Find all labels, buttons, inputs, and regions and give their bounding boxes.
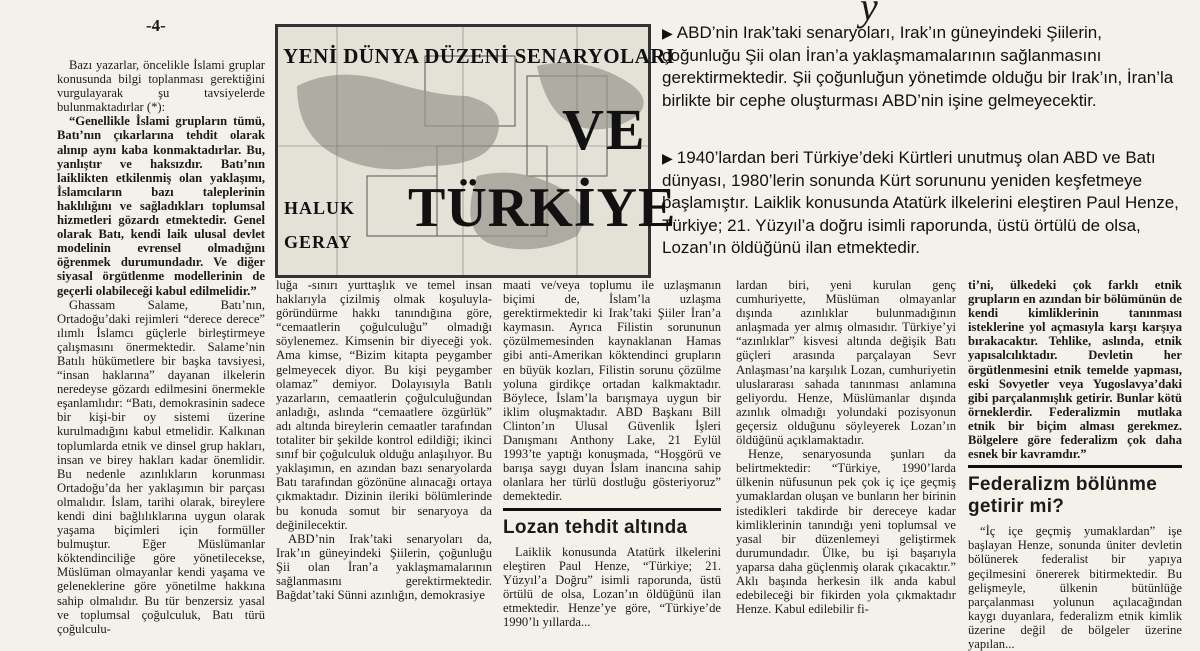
quote-paragraph: “Genellikle İslami grupların tümü, Batı’nın çıkarlarına tehdit olarak alınıp aynı kaba konmaktadırlar. Bu, yanlıştır ve haksızdır. Batı’nın laiklikten etkilenmiş olan yaklaşımı, İslamcıların bazı taleplerinin haklılığını ve sağladıkları toplumsal hizmetleri gözardı etmektedir. Genel olarak Batı, kendi laik ulusal devlet modelinin evrensel olmadığını öğrenmek durumundadır. Ve diğer siyasal örgütlenme modellerinin de geçerli olabileceği kabul edilmelidir.”	[57, 114, 265, 298]
section-heading-federalizm: Federalizm bölünme getirir mi?	[968, 465, 1182, 518]
headline-turkiye: TÜRKİYE	[408, 177, 677, 239]
paragraph: maati ve/veya toplumu ile uzlaşmanın biçimi de, İslam’la uzlaşma gerektirmektedir ki Irak’taki Şiiler İran’a kaymasın. Ayrıca Filistin sorununun çözülmemesinden kaynaklanan Hamas gibi anti-Amerikan köktendinci grupların en büyük kozları, Filistin sorunu çözülme yoluna girdikçe ortadan kalkmaktadır. Böylece, İslam’la barışmaya uygun bir iklim oluşmaktadır. ABD Başkanı Bill Clinton’ın Ulusal Güvenlik İşleri Danışmanı Anthony Lake, 21 Eylül 1993’te yaptığı konuşmada, “Hoşgörü ve barışa saygı duyan İslam inancına sahip olanlara her türlü dostluğu gösteriyoruz” demektedir.	[503, 278, 721, 504]
headline-ve: VE	[562, 97, 647, 162]
paragraph: Laiklik konusunda Atatürk ilkelerini eleştiren Paul Henze, “Türkiye; 21. Yüzyıl’a Doğru” isimli raporunda, üstü örtülü de olsa, Lozan’ın öldüğünü ilan etmektedir. Henze’ye göre, “Türkiye’de 1990’lı yıllarda...	[503, 544, 721, 629]
author-first-name: HALUK	[284, 198, 356, 218]
quote-paragraph: ti’ni, ülkedeki çok farklı etnik grupların en azından bir bölümünün de kendi kimliklerinin tanınması isteklerine yol açmasıyla karşı karşıya bırakacaktır. Tehlike, aslında, etnik yapısalcılıktadır. Devletin her örgütlenmesini etnik temelde yapması, eski Sovyetler veya Yugoslavya’daki gibi parçalanmışlık getirir. Bunlar kötü örneklerdir. Federalizmin mutlaka etnik bir biçim alması gerekmez. Bölgelere göre federalizm çok daha esnek bir kavramdır.”	[968, 278, 1182, 462]
author-last-name: GERAY	[284, 232, 353, 252]
article-column-1	[57, 58, 265, 636]
paragraph: lardan biri, yeni kurulan genç cumhuriyette, Müslüman olmayanlar dışında azınlıklar bulunmadığının anlaşmada yer almış olmasıdır. Türkiye’yi “azınlıklar” kisvesi altında değişik Batı güçleri arasında parçalayan Sevr Anlaşması’na karşılık Lozan, cumhuriyetin uluslararası sahada tanınması anlamına geliyordu. Henze, Müslümanlar dışında azınlık olmadığı yolundaki pozisyonun geçersiz olduğunu söyleyerek Lozan’ın öldüğünü açıklamaktadır.	[736, 278, 956, 448]
article-column-3	[503, 278, 721, 630]
section-heading-lozan: Lozan tehdit altında	[503, 508, 721, 539]
headline-title: YENİ DÜNYA DÜZENİ SENARYOLARI	[283, 44, 675, 68]
summary-bullet-2: ▶ 1940’lardan beri Türkiye’deki Kürtleri unutmuş olan ABD ve Batı dünyası, 1980’lerin sonunda Kürt sorununu yeniden keşfetmeye başlamıştır. Laiklik konusunda Atatürk ilkelerini eleştiren Paul Henze, Türkiye; 21. Yüzyıl’a doğru isimli raporunda, üstü örtülü de olsa, Lozan’ın öldüğünü ilan etmektedir.	[662, 148, 1179, 257]
arrow-icon: ▶	[662, 25, 673, 41]
paragraph: “İç içe geçmiş yumaklardan” işe başlayan Henze, sonunda üniter devletin bölünerek federalist bir yapıya geçilmesini önererek bitirmektedir. Bu gelişmeyle, ülkenin bütünlüğe parçalanması yolunun açılacağından kaygı duyanlara, federalizm etnik kimlik üzerine değil de bölgeler üzerine yapılan...	[968, 524, 1182, 651]
page-number: -4-	[146, 16, 166, 35]
summary-bullet-1: ▶ ABD’nin Irak’taki senaryoları, Irak’ın güneyindeki Şiilerin, çoğunluğu Şii olan İran’a yaklaşmamalarının sağlanmasını gerektirmektedir. Şii çoğunluğun yönetimde olduğu bir Irak’ın, İran’la birlikte bir cephe oluşturması ABD’nin işine gelmeyecektir.	[662, 23, 1174, 110]
arrow-icon: ▶	[662, 150, 673, 166]
paragraph: Bazı yazarlar, öncelikle İslami gruplar konusunda bilgi toplanması gerektiğini vurgulayarak şu tavsiyelerde bulunmaktadırlar (*):	[57, 58, 265, 115]
article-column-2	[276, 278, 492, 630]
article-column-4	[736, 278, 956, 630]
article-column-5	[968, 278, 1182, 651]
masthead-fragment: y	[860, 0, 878, 29]
paragraph: Henze, senaryosunda şunları da belirtmektedir: “Türkiye, 1990’larda ülkenin nüfusunun pek çok iç içe geçmiş yumaklardan oluşan ve bunların her birinin istedikleri takdirde bir dereceye kadar kimliklerinin tanındığı yeni toplumsal ve yasal bir düzenlemeyi geliştirmek durumundadır. Ülke, bu işi başarıyla yaparsa daha güçlenmiş olarak çıkacaktır.” Aklı başında herkesin ilk anda kabul edebileceği bir fikirden yola çıkmaktadır Henze. Kabul edilebilir fi-	[736, 447, 956, 617]
paragraph: ABD’nin Irak’taki senaryoları da, Irak’ın güneyindeki Şiilerin, çoğunluğu Şii olan İran’a yaklaşmamalarının sağlanmasını gerektirmektedir. Bağdat’taki Sünni azınlığın, demokrasiye	[276, 531, 492, 603]
paragraph: luğa -sınırı yurttaşlık ve temel insan haklarıyla çizilmiş olmak koşuluyla- göründürme hakkı tanındığına göre, “cemaatlerin çoğulculuğu” olmadığı söylenemez. Kimsenin bir diyeceği yok. Ama kimse, “Bizim kitapta peygamber gelmeyecek diyor. Bu kişi peygamber olamaz” demiyor. Dolayısıyla Batılı yazarların, cemaatlerin çoğulculuğundan anladığı, aslında “cemaatlere özgürlük” adı altında bireylerin cemaatler tarafından totaliter bir şekilde kontrol edildiği; ikinci sınıf bir çoğulculuk olduğu anlaşılıyor. Bu yaklaşımın, en azından bazı senaryolarda Batı tarafından gözönüne alınacağı ortaya çıkmaktadır. Dizinin ileriki bölümlerinde bu konuda somut bir senaryoya da değinilecektir.	[276, 278, 492, 532]
paragraph: Ghassam Salame, Batı’nın, Ortadoğu’daki rejimleri “derece derece” ılımlı İslamcı güçlerle birleştirmeye çalışmasını önermektedir. Salame’nin Batılı hükümetlere bir başka tavsiyesi, “insan haklarına” dayanan ilkelerin neredeyse gözardı edilmesini önermekle eşanlamlıdır: “Batı, demokrasinin sadece bir kişi-bir oy sistemi üzerine kurulmadığını kabul etmelidir. Kalkınan toplumlarda etnik ve dinsel grup hakları, insan ve birey hakları kadar önemlidir. Bu nedenle azınlıkların korunması Ortadoğu’da her yaklaşımın bir parçası olmalıdır. İslam, tarihi olarak, bireylere kendi dini bağlılıklarına uygun olarak yaşama biçimleri için formüller bulmuştur. Eğer Müslümanlar köktendinciliğe göre yönetilecekse, Müslüman olmayanlar kendi yaşama ve geleneklerine göre yönetilme hakkına sahip olmalıdır. Bu tür benzersiz yasal ve toplumsal çoğulculuk, Batı türü çoğulculu-	[57, 297, 265, 636]
